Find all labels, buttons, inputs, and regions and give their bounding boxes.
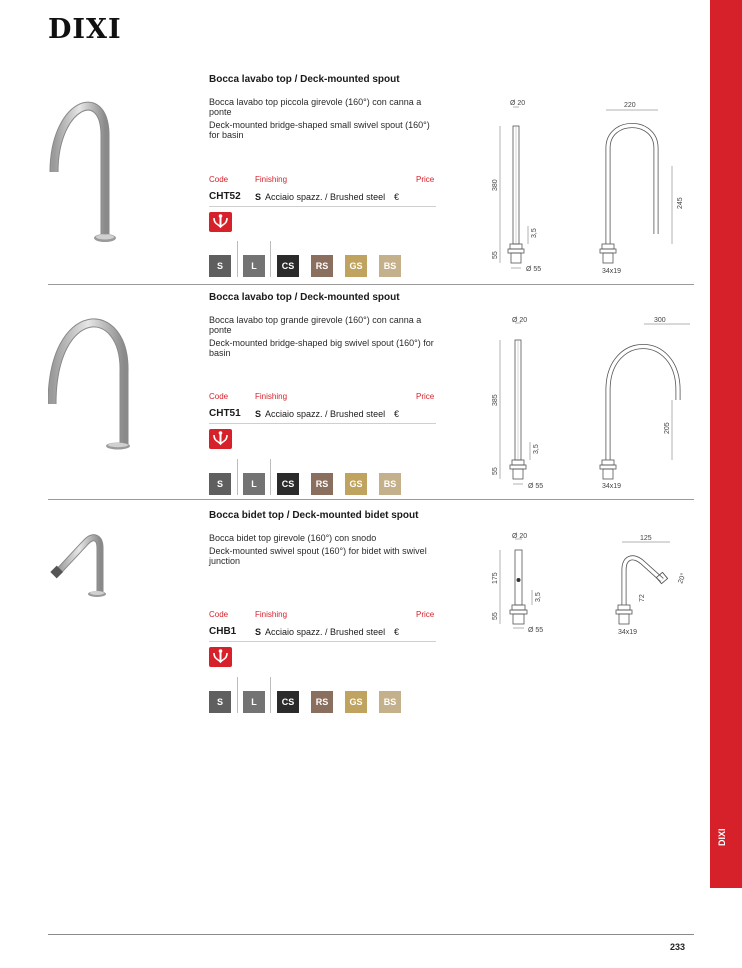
finish-name: Acciaio spazz. / Brushed steel xyxy=(265,409,386,419)
finishing-header-label: Finishing xyxy=(255,392,288,401)
dim-diameter-base: Ø 55 xyxy=(528,483,544,490)
swatch-rs[interactable]: RS xyxy=(311,255,333,277)
swatch-cs[interactable]: CS xyxy=(277,473,299,495)
hands-sensor-icon xyxy=(209,647,232,667)
product-code-row xyxy=(209,191,436,207)
price-header-label: Price xyxy=(416,610,435,619)
product-section xyxy=(48,290,694,500)
product-code-row xyxy=(209,626,436,642)
dim-reach-height: 205 xyxy=(664,422,671,434)
dim-diameter-top: Ø 20 xyxy=(510,100,526,107)
swatch-bs[interactable]: BS xyxy=(379,255,401,277)
swatch-gs[interactable]: GS xyxy=(345,691,367,713)
dim-reach-height: 245 xyxy=(677,197,684,209)
swatch-l[interactable]: L xyxy=(243,691,265,713)
section-divider xyxy=(48,499,694,500)
price-header-label: Price xyxy=(416,392,435,401)
dim-height: 380 xyxy=(492,179,499,191)
finishing-header-label: Finishing xyxy=(255,175,288,184)
finish-code: S xyxy=(255,192,262,202)
footer-divider xyxy=(48,934,694,935)
hands-sensor-icon xyxy=(209,212,232,232)
finishing-value xyxy=(255,409,385,419)
price-header-label: Price xyxy=(416,175,435,184)
description-en: Deck-mounted swivel spout (160°) for bidet with swivel junction xyxy=(209,546,427,566)
price-value: € xyxy=(394,627,400,637)
dim-base-size: 34x19 xyxy=(618,629,638,636)
technical-drawing xyxy=(482,530,694,650)
finish-code: S xyxy=(255,627,262,637)
dim-height: 175 xyxy=(492,572,499,584)
page-number: 233 xyxy=(670,942,686,952)
swatch-rs[interactable]: RS xyxy=(311,691,333,713)
dim-reach-height: 72 xyxy=(639,594,646,602)
sensor-badge xyxy=(209,429,232,449)
sensor-badge xyxy=(209,647,232,667)
brand-logo: DIXI xyxy=(48,14,122,45)
dim-base-height: 55 xyxy=(492,467,499,475)
code-header-label: Code xyxy=(209,610,229,619)
dim-height: 385 xyxy=(492,394,499,406)
dim-diameter-base: Ø 55 xyxy=(526,266,542,273)
product-description xyxy=(209,533,439,569)
technical-drawing xyxy=(482,314,694,496)
dim-width: 220 xyxy=(624,102,636,109)
swatch-bs[interactable]: BS xyxy=(379,691,401,713)
price-value: € xyxy=(394,192,400,202)
product-photo xyxy=(48,312,130,452)
code-header-label: Code xyxy=(209,392,229,401)
dim-angle: 20° xyxy=(677,572,688,585)
swatch-cs[interactable]: CS xyxy=(277,691,299,713)
technical-drawing xyxy=(482,96,694,278)
dim-diameter-top: Ø 20 xyxy=(512,317,528,324)
product-section xyxy=(48,508,694,718)
swatch-rs[interactable]: RS xyxy=(311,473,333,495)
description-it: Bocca lavabo top piccola girevole (160°) con canna a ponte xyxy=(209,97,422,117)
side-band xyxy=(710,0,742,888)
product-code: CHT52 xyxy=(209,191,241,202)
product-title: Bocca lavabo top / Deck-mounted spout xyxy=(209,292,400,303)
finish-code: S xyxy=(255,409,262,419)
dim-small: 3,5 xyxy=(535,592,542,602)
dim-small: 3,5 xyxy=(533,444,540,454)
description-en: Deck-mounted bridge-shaped big swivel spout (160°) for basin xyxy=(209,338,434,358)
dim-diameter-top: Ø 20 xyxy=(512,533,528,540)
dim-base-height: 55 xyxy=(492,612,499,620)
sensor-badge xyxy=(209,212,232,232)
product-title: Bocca lavabo top / Deck-mounted spout xyxy=(209,74,400,85)
product-section xyxy=(48,72,694,284)
description-en: Deck-mounted bridge-shaped small swivel spout (160°) for basin xyxy=(209,120,430,140)
finish-name: Acciaio spazz. / Brushed steel xyxy=(265,192,386,202)
product-photo xyxy=(48,94,128,246)
finishing-value xyxy=(255,192,385,202)
product-description xyxy=(209,97,439,143)
dim-base-size: 34x19 xyxy=(602,483,622,490)
product-code: CHB1 xyxy=(209,626,237,637)
description-it: Bocca lavabo top grande girevole (160°) con canna a ponte xyxy=(209,315,422,335)
product-description xyxy=(209,315,439,361)
description-it: Bocca bidet top girevole (160°) con snodo xyxy=(209,533,377,543)
section-divider xyxy=(48,284,694,285)
swatch-gs[interactable]: GS xyxy=(345,473,367,495)
hands-sensor-icon xyxy=(209,429,232,449)
product-code-row xyxy=(209,408,436,424)
product-photo xyxy=(48,532,114,602)
swatch-cs[interactable]: CS xyxy=(277,255,299,277)
dim-diameter-base: Ø 55 xyxy=(528,627,544,634)
finishing-value xyxy=(255,627,385,637)
swatch-bs[interactable]: BS xyxy=(379,473,401,495)
price-value: € xyxy=(394,409,400,419)
swatch-s[interactable]: S xyxy=(209,473,231,495)
product-code: CHT51 xyxy=(209,408,241,419)
product-title: Bocca bidet top / Deck-mounted bidet spout xyxy=(209,510,419,521)
swatch-s[interactable]: S xyxy=(209,691,231,713)
swatch-s[interactable]: S xyxy=(209,255,231,277)
dim-width: 125 xyxy=(640,535,652,542)
dim-base-height: 55 xyxy=(492,251,499,259)
finishing-header-label: Finishing xyxy=(255,610,288,619)
dim-small: 3,5 xyxy=(531,228,538,238)
dim-width: 300 xyxy=(654,317,666,324)
dim-base-size: 34x19 xyxy=(602,268,622,275)
side-label: DIXI xyxy=(717,828,727,846)
swatch-l[interactable]: L xyxy=(243,255,265,277)
swatch-l[interactable]: L xyxy=(243,473,265,495)
finish-name: Acciaio spazz. / Brushed steel xyxy=(265,627,386,637)
code-header-label: Code xyxy=(209,175,229,184)
swatch-gs[interactable]: GS xyxy=(345,255,367,277)
